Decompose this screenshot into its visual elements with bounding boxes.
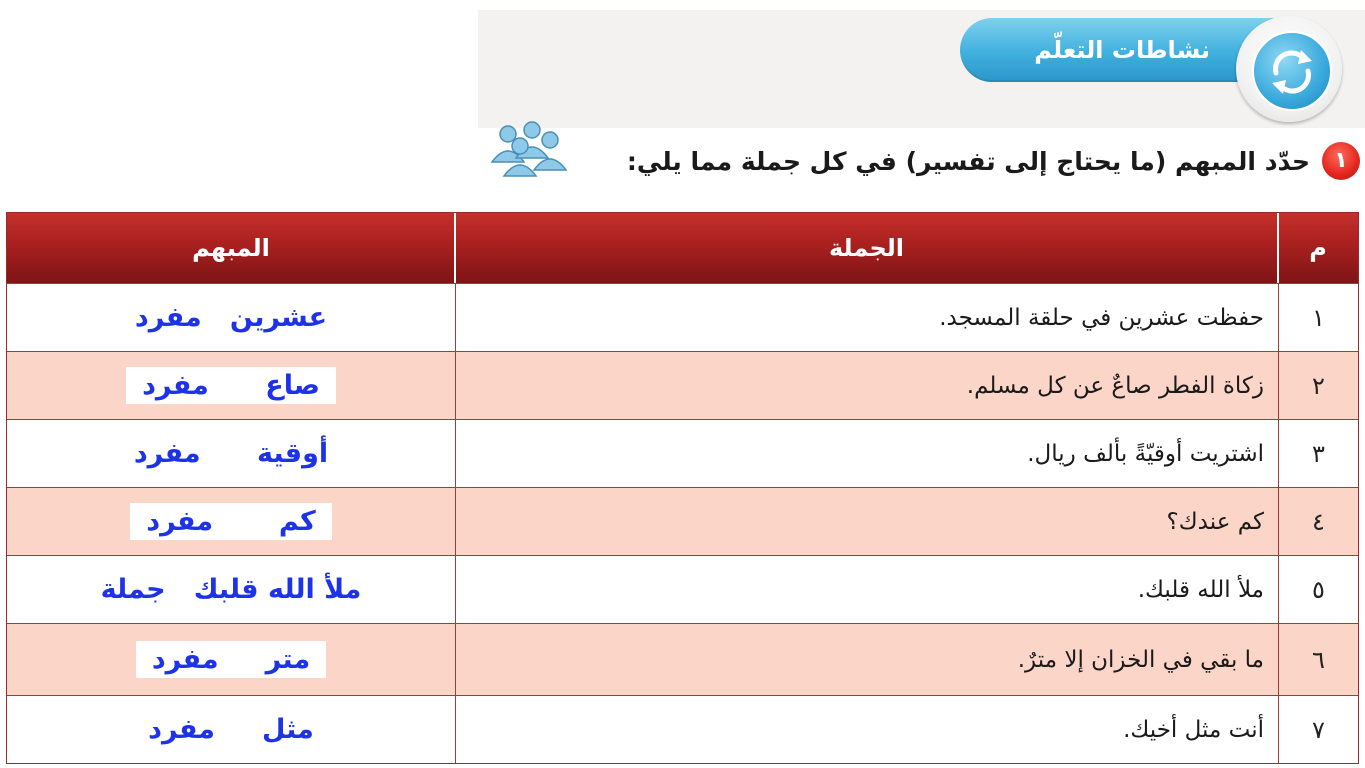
row-number: ١ — [1278, 284, 1358, 351]
row-sentence: اشتريت أوقيّةً بألف ريال. — [455, 420, 1278, 487]
row-answer-cell — [7, 420, 455, 487]
refresh-cycle-icon — [1252, 31, 1332, 111]
header-number: م — [1309, 234, 1327, 262]
header-divider — [1277, 213, 1279, 283]
row-sentence: كم عندك؟ — [455, 488, 1278, 555]
row-answer: عشرين مفرد — [134, 302, 328, 333]
table-row — [7, 351, 1358, 419]
row-answer: مثل مفرد — [148, 714, 314, 745]
row-number: ٧ — [1278, 696, 1358, 763]
table-row — [7, 487, 1358, 555]
section-title: نشاطات التعلّم — [1034, 36, 1210, 64]
table-row — [7, 419, 1358, 487]
row-answer-cell — [7, 624, 455, 695]
row-number: ٦ — [1278, 624, 1358, 695]
row-answer: ملأ الله قلبك جملة — [100, 574, 362, 605]
header-sentence: الجملة — [829, 234, 904, 262]
row-answer-cell — [7, 284, 455, 351]
table-row — [7, 555, 1358, 623]
row-answer: متر مفرد — [136, 641, 326, 678]
header-divider — [454, 213, 456, 283]
ambiguity-table — [6, 212, 1359, 764]
row-sentence: ملأ الله قلبك. — [455, 556, 1278, 623]
row-answer-cell — [7, 556, 455, 623]
row-answer-cell — [7, 352, 455, 419]
row-number: ٣ — [1278, 420, 1358, 487]
question-text: حدّد المبهم (ما يحتاج إلى تفسير) في كل جملة مما يلي: — [626, 147, 1310, 176]
table-header — [7, 213, 1358, 283]
row-sentence: زكاة الفطر صاعٌ عن كل مسلم. — [455, 352, 1278, 419]
row-answer-cell — [7, 696, 455, 763]
row-answer: صاع مفرد — [126, 367, 336, 404]
row-sentence: أنت مثل أخيك. — [455, 696, 1278, 763]
row-sentence: ما بقي في الخزان إلا مترٌ. — [455, 624, 1278, 695]
table-row — [7, 623, 1358, 695]
table-row — [7, 695, 1358, 763]
header-ambiguous: المبهم — [192, 234, 270, 262]
row-answer: كم مفرد — [130, 503, 331, 540]
row-number: ٥ — [1278, 556, 1358, 623]
row-number: ٢ — [1278, 352, 1358, 419]
row-answer: أوقية مفرد — [133, 438, 329, 469]
row-sentence: حفظت عشرين في حلقة المسجد. — [455, 284, 1278, 351]
row-number: ٤ — [1278, 488, 1358, 555]
group-work-icon — [486, 120, 572, 186]
table-row — [7, 283, 1358, 351]
question-number-badge: ١ — [1322, 142, 1360, 180]
row-answer-cell — [7, 488, 455, 555]
